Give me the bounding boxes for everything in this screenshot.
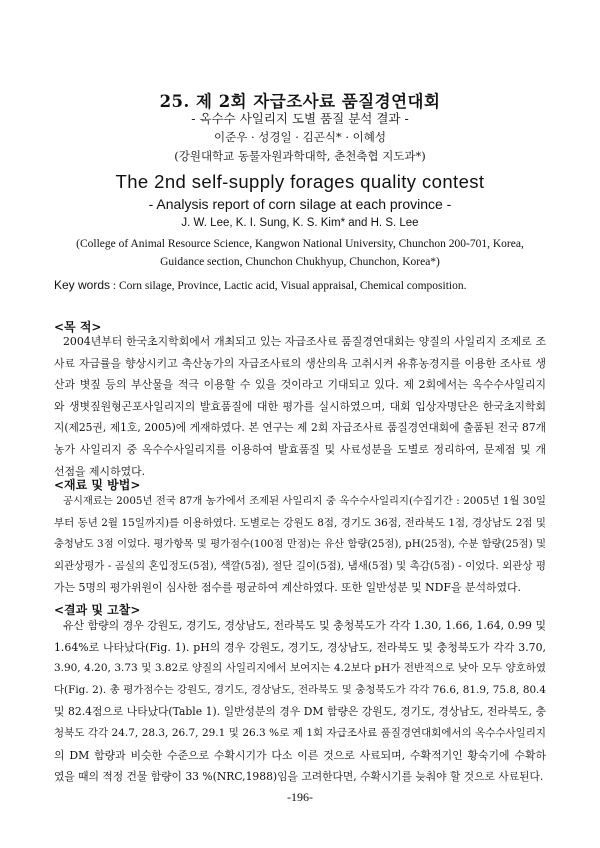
paper-subtitle-english: - Analysis report of corn silage at each province -	[148, 196, 452, 212]
affiliation-english-line-2: Guidance section, Chunchon Chukhyup, Chunchon, Korea*)	[160, 256, 440, 268]
body-line: 였을 때의 적정 건물 함량이 33 %(NRC,1988)임을 고려한다면, 수확시기를 늦춰야 할 것으로 사료된다.	[54, 770, 544, 784]
keywords	[54, 278, 574, 292]
body-line: 외관상평가 - 곰실의 혼입정도(5점), 색깔(5점), 절단 길이(5점), 냄새(5점) 및 촉감(5점) - 이었다. 외관상 평	[54, 559, 546, 572]
body-line: 유산 함량의 경우 강원도, 경기도, 경상남도, 전라북도 및 충청북도가 각각 1.30, 1.66, 1.64, 0.99 및	[63, 619, 546, 632]
body-line: 1.64%로 나타났다(Fig. 1). pH의 경우 강원도, 경기도, 경상남도, 전라북도 및 충청북도가 각각 3.70,	[54, 640, 546, 654]
body-line: 충청남도 3점 이었다. 평가항목 및 평가점수(100점 만점)는 유산 함량(25점), pH(25점), 수분 함량(25점) 및	[54, 538, 546, 551]
section-heading-materials: <재료 및 방법>	[54, 478, 141, 492]
body-line: 산과 볏짚 등의 부산물을 적극 이용할 수 있을 것이라고 기대되고 있다. 제 2회에서는 옥수수사일리지	[54, 378, 546, 392]
section-body-materials	[54, 491, 546, 599]
section-heading-objective: <목 적>	[54, 320, 102, 334]
paper-subtitle-korean: - 옥수수 사일리지 도별 품질 분석 결과 -	[191, 111, 409, 126]
body-line: 다(Fig. 2). 총 평가점수는 강원도, 경기도, 경상남도, 전라북도 및 충청북도가 각각 76.6, 81.9, 75.8, 80.4	[54, 683, 546, 696]
body-line: 청북도 각각 24.7, 28.3, 26.7, 29.1 및 26.3 %로 제 1회 자급조사료 품질경연대회에서의 옥수수사일리지	[54, 726, 546, 739]
keywords-label: Key words	[54, 278, 111, 292]
body-line: 부터 동년 2월 15일까지)를 이용하였다. 도별로는 강원도 8점, 경기도 36점, 전라북도 1점, 경상남도 2점 및	[54, 516, 546, 529]
body-line: 농가 사일리지 중 옥수수사일리지를 이용하여 발효품질 및 사료성분을 도별로 정리하여, 문제점 및 개	[54, 442, 546, 456]
affiliation-korean: (강원대학교 동물자원과학대학, 춘천축협 지도과*)	[174, 149, 426, 163]
section-body-results	[54, 615, 546, 788]
page-number: -196-	[287, 790, 313, 804]
paper-title-korean: 25. 제 2회 자급조사료 품질경연대회	[159, 92, 441, 111]
body-line: 와 생볏짚원형곤포사일리지의 발효품질에 대한 평가를 실시하였으며, 대회 입상자명단은 한국초지학회	[54, 399, 546, 413]
body-line: 공시재료는 2005년 전국 87개 농가에서 조제된 사일리지 중 옥수수사일리지(수집기간 : 2005년 1월 30일	[63, 495, 546, 507]
body-line: 지(제25권, 제1호, 2005)에 게재하였다. 본 연구는 제 2회 자급조사료 품질경연대회에 출품된 전국 87개	[54, 421, 546, 435]
body-line: 의 DM 함량과 비슷한 수준으로 수확시기가 다소 이른 것으로 사료되며, 수확적기인 황숙기에 수확하	[54, 748, 546, 762]
body-line: 가는 5명의 평가위원이 심사한 점수를 평균하여 계산하였다. 또한 일반성분 및 NDF을 분석하였다.	[54, 581, 522, 595]
affiliation-english-line-1: (College of Animal Resource Science, Kangwon National University, Chunchon 200-701, Korea,	[76, 238, 524, 250]
body-line: 2004년부터 한국초지학회에서 개최되고 있는 자급조사료 품질경연대회는 양질의 사일리지 조제로 조	[63, 335, 546, 348]
authors-english: J. W. Lee, K. I. Sung, K. S. Kim* and H. S. Lee	[181, 217, 419, 229]
body-line: 선점을 제시하였다.	[54, 464, 146, 478]
section-body-objective	[54, 331, 546, 482]
body-line: 사료 자급률을 향상시키고 축산농가의 자급조사료의 생산의욕 고취시켜 유휴농경지를 이용한 조사료 생	[54, 356, 546, 370]
section-heading-results: <결과 및 고찰>	[54, 603, 141, 617]
body-line: 및 82.4점으로 나타났다(Table 1). 일반성분의 경우 DM 함량은 강원도, 경기도, 경상남도, 전라북도, 충	[54, 705, 546, 719]
keywords-text: : Corn silage, Province, Lactic acid, Visual appraisal, Chemical composition.	[112, 280, 467, 292]
affiliation-english	[60, 235, 540, 271]
body-line: 3.90, 4.20, 3.73 및 3.82로 양질의 사일리지에서 보여지는 4.2보다 pH가 전반적으로 낮아 모두 양호하였	[54, 662, 546, 675]
paper-title-english: The 2nd self-supply forages quality contest	[115, 171, 485, 192]
authors-korean: 이준우 · 성경일 · 김곤식* · 이혜성	[214, 130, 386, 144]
